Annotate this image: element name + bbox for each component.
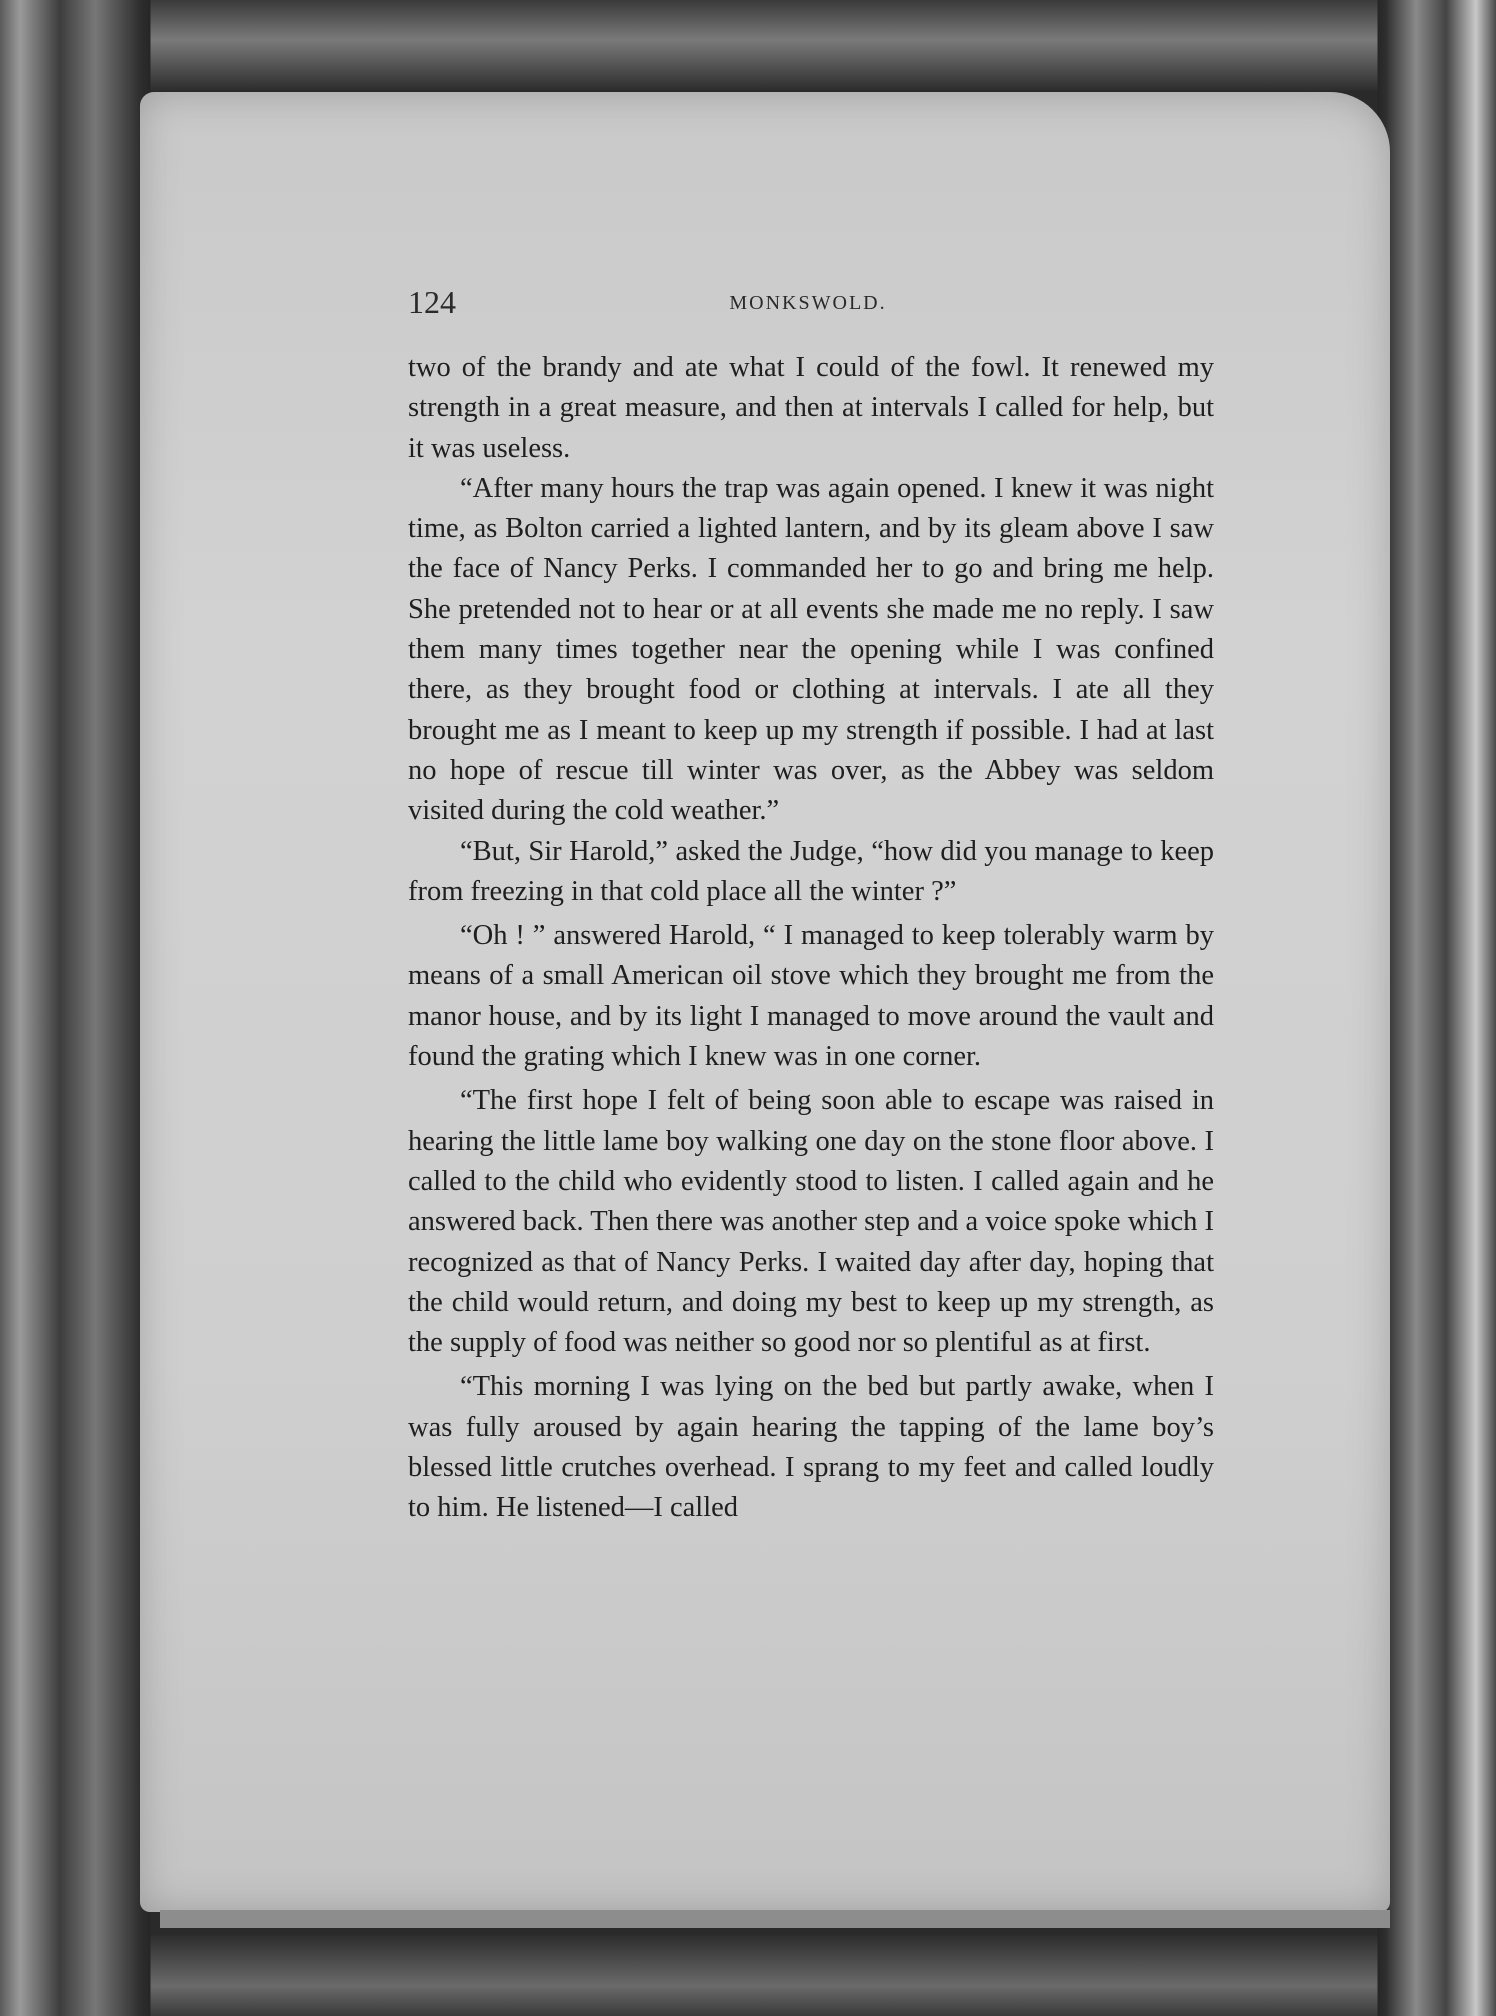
- paragraph: “The first hope I felt of being soon able to escape was raised in hearing the little lame boy walking one day on the stone floor above. I called to the child who evidently stood to listen. I called again and he answered back. Then there was another step and a voice spoke which I recognized as that of Nancy Perks. I waited day after day, hoping that the child would return, and doing my best to keep up my strength, as the supply of food was neither so good nor so plentiful as at first.: [408, 1085, 1214, 1359]
- body-text: [408, 348, 1214, 1529]
- page-number: 124: [408, 284, 456, 320]
- page-bottom-edge: [160, 1910, 1390, 1928]
- running-head: MONKSWOLD.: [729, 292, 887, 314]
- paragraph: “After many hours the trap was again opened. I knew it was night time, as Bolton carried a lighted lantern, and by its gleam above I saw the face of Nancy Perks. I commanded her to go and bring me help. She pretended not to hear or at all events she made me no reply. I saw them many times together near the opening while I was confined there, as they brought food or clothing at intervals. I ate all they brought me as I meant to keep up my strength if possible. I had at last no hope of rescue till winter was over, as the Abbey was seldom visited during the cold weather.”: [408, 472, 1214, 827]
- paragraph-continued: two of the brandy and ate what I could of the fowl. It renewed my strength in a great measure, and then at intervals I called for help, but it was useless.: [408, 352, 1214, 464]
- paragraph: “But, Sir Harold,” asked the Judge, “how did you manage to keep from freezing in that cold place all the winter ?”: [408, 835, 1214, 907]
- page-header: [408, 284, 1208, 324]
- paragraph: “This morning I was lying on the bed but partly awake, when I was fully aroused by again hearing the tapping of the lame boy’s blessed little crutches overhead. I sprang to my feet and called loudly to him. He listened—I called: [408, 1371, 1214, 1524]
- paragraph: “Oh ! ” answered Harold, “ I managed to keep tolerably warm by means of a small American oil stove which they brought me from the manor house, and by its light I managed to move around the vault and found the grating which I knew was in one corner.: [408, 920, 1214, 1073]
